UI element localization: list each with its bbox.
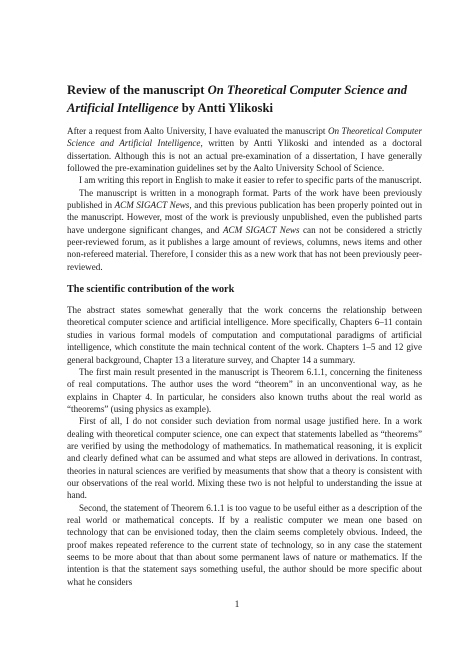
italic-text: ACM SIGACT News xyxy=(114,200,190,211)
title-prefix: Review of the manuscript xyxy=(67,83,208,97)
text-run: After a request from Aalto University, I have evaluated the manuscript xyxy=(67,126,328,136)
manuscript-title: On Theoretical Computer Science and Artificial Intelligence xyxy=(67,83,408,115)
text-run: , and this previous publication has been properly pointed out in the manuscript. However, most of the work is previously unpublished, even the published parts have undergone significant changes, and xyxy=(67,200,423,235)
paragraph xyxy=(67,187,422,273)
document-title xyxy=(67,81,422,117)
text-run: First of all, I do not consider such deviation from normal usage justified here. In a work dealing with theoretical computer science, one can expect that statements labelled as “theorems” are verified by using the methodology of mathematics. In mathematical reasoning, it is explicit and clearly defined what can be assumed and what steps are allowed in derivations. In contrast, theories in natural sciences are verified by measuments that show that a theory is consistent with our observations of the real world. Mixing these two is not helpful to understanding the issue at hand. xyxy=(67,416,422,501)
text-run: , written by Antti Ylikoski and intended as a doctoral dissertation. Although this is not an actual pre-examination of a dissertation, I have generally followed the pre-examination guidelines set by the Aalto University School of Science. xyxy=(67,138,422,174)
page-number: 1 xyxy=(234,600,240,610)
paragraph xyxy=(67,125,422,174)
paragraph xyxy=(67,415,422,501)
text-run: Second, the statement of Theorem 6.1.1 is too vague to be useful either as a description of the real world or mathematical concepts. If by a realistic computer we mean one based on technology that can be envisioned today, then the claim seems completely obvious. Indeed, the proof makes repeated reference to the current state of technology, so in any case the statement seems to be more about that than about some permanent laws of nature or mathematics. If the intention is that the statement says something useful, the author should be more specific about what he considers xyxy=(67,502,422,587)
section-body xyxy=(67,304,422,588)
italic-text: ACM SIGACT News xyxy=(222,224,300,235)
paragraph xyxy=(67,366,422,415)
section-heading: The scientific contribution of the work xyxy=(67,284,235,296)
title-suffix: by Antti Ylikoski xyxy=(178,101,273,115)
text-run: The first main result presented in the manuscript is Theorem 6.1.1, concerning the finiteness of real computations. The author uses the word “theorem” in an unconventional way, as he explains in Chapter 4. In particular, he considers also known truths about the real world as “theorems” (using physics as example). xyxy=(67,366,422,414)
text-run: The manuscript is written in a monograph format. Parts of the work have been previously published in xyxy=(67,187,422,211)
paragraph xyxy=(67,502,422,588)
text-run: The abstract states somewhat generally that the work concerns the relationship between theoretical computer science and artificial intelligence. More specifically, Chapters 6–11 contain studies in various formal models of computation and computational paradigms of artificial intelligence, which constitute the main technical content of the work. Chapters 1–5 and 12 give general background, Chapter 13 a literature survey, and Chapter 14 a summary. xyxy=(67,305,422,365)
paragraph xyxy=(67,304,422,366)
page-content xyxy=(67,81,422,588)
text-run: can not be considered a strictly peer-reviewed forum, as it publishes a large amount of reviews, columns, news items and other non-refereed material. Therefore, I consider this as a new work that has not been previously peer-reviewed. xyxy=(67,224,422,272)
text-run: I am writing this report in English to make it easier to refer to specific parts of the manuscript. xyxy=(79,175,422,186)
intro-section xyxy=(67,125,422,273)
paragraph xyxy=(67,174,422,186)
italic-text: On Theoretical Computer Science and Artificial Intelligence xyxy=(67,126,423,149)
